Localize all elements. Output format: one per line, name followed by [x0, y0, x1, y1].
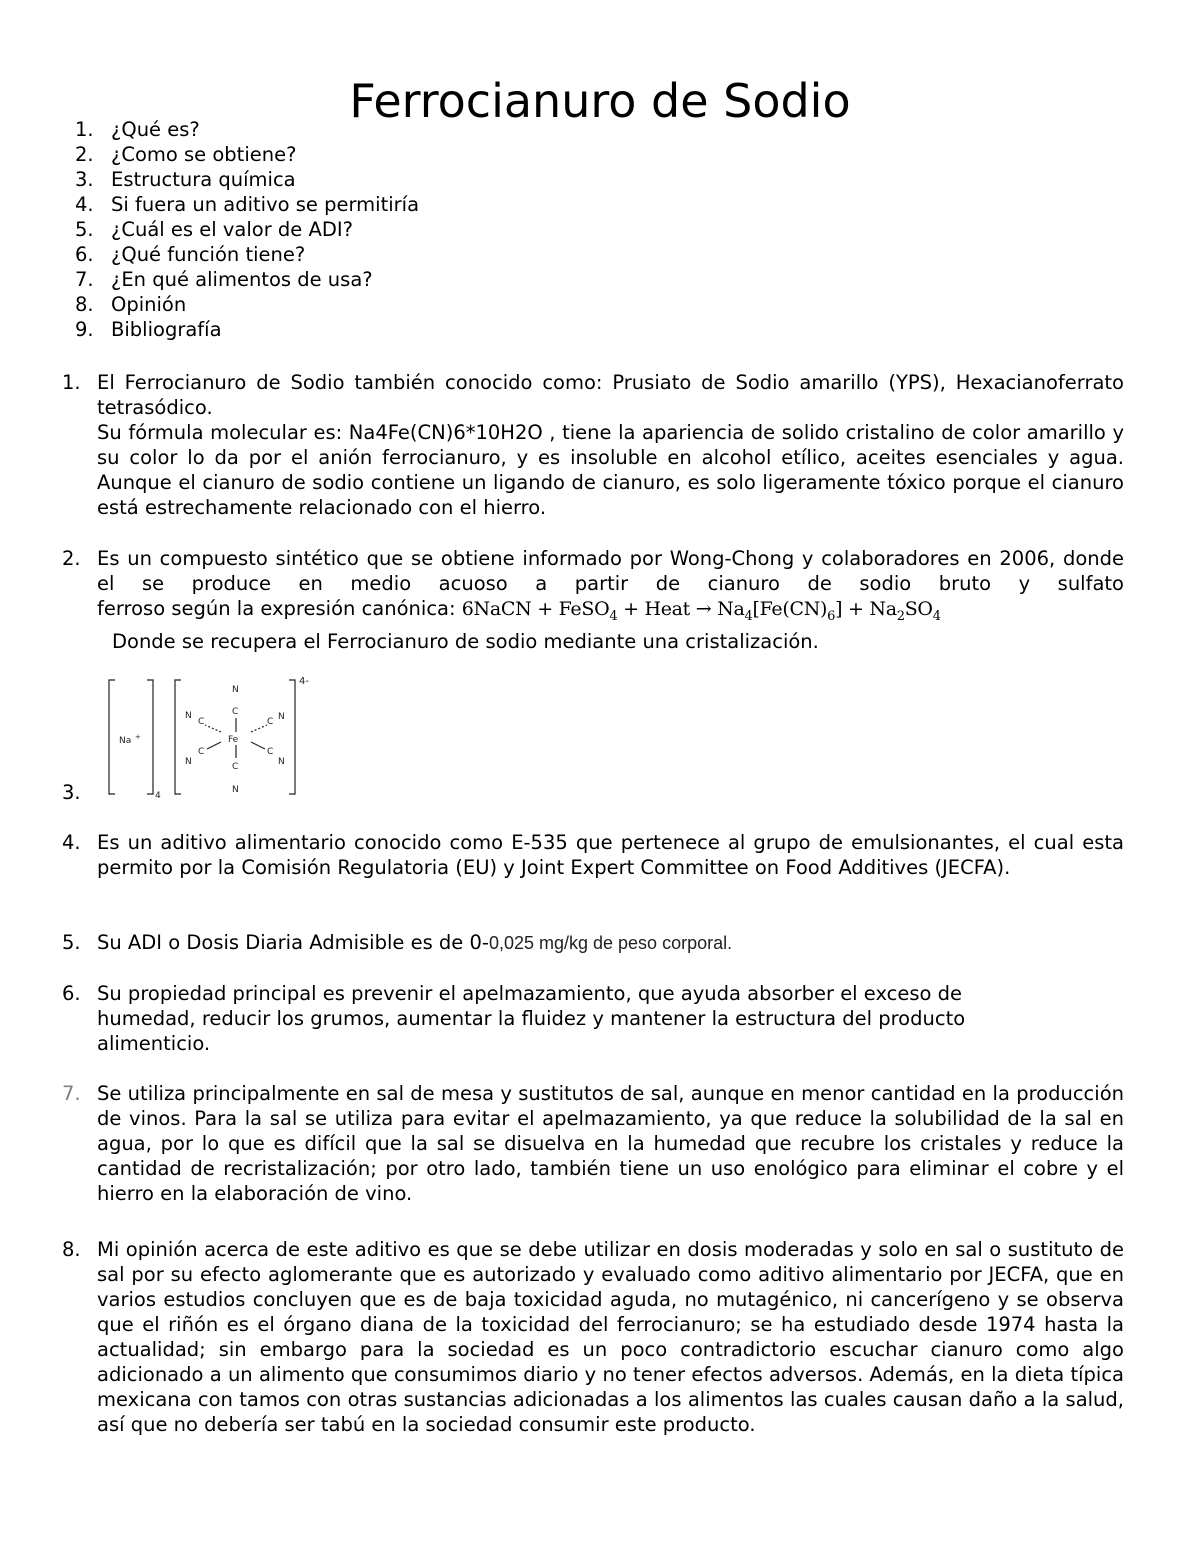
bond-lower-right	[251, 742, 265, 749]
toc-item: 6. ¿Qué función tiene?	[75, 243, 306, 266]
section-1: 1. El Ferrocianuro de Sodio también conocido como: Prusiato de Sodio amarillo (YPS), Hexacianoferrato tetrasódico. Su fórmula molecular es: Na4Fe(CN)6*10H2O , tiene la apariencia de solido cristalino de color amarillo y su color lo da por el anión ferrocianuro, y es insoluble en alcohol etílico, aceites esenciales y agua. Aunque el cianuro de sodio contiene un ligando de cianuro, es solo ligeramente tóxico porque el cianuro está estrechamente relacionado con el hierro.	[62, 371, 1124, 519]
cation-subscript: 4	[155, 791, 161, 800]
section-7: 7. Se utiliza principalmente en sal de mesa y sustitutos de sal, aunque en menor cantidad en la producción de vinos. Para la sal se utiliza para evitar el apelmazamiento, ya que reduce la solubilidad de la sal en agua, por lo que es difícil que la sal se disuelva en la humedad que recubre los cristales y reduce la cantidad de recristalización; por otro lado, también tiene un uso enológico para eliminar el cobre y el hierro en la elaboración de vino.	[62, 1082, 1124, 1205]
section-2-paragraph-1-end: ferroso según la expresión canónica:	[97, 597, 456, 620]
section-6-text: Su propiedad principal es prevenir el apelmazamiento, que ayuda absorber el exceso de humedad, reducir los grumos, aumentar la fluidez y mantener la estructura del producto alimenticio.	[97, 982, 966, 1055]
ligand-upper-right-n: N	[278, 712, 285, 722]
section-7-text: Se utiliza principalmente en sal de mesa y sustitutos de sal, aunque en menor cantidad en la producción de vinos. Para la sal se utiliza para evitar el apelmazamiento, ya que reduce la solubilidad de la sal en agua, por lo que es difícil que la sal se disuelva en la humedad que recubre los cristales y reduce la cantidad de recristalización; por otro lado, también tiene un uso enológico para eliminar el cobre y el hierro en la elaboración de vino.	[97, 1082, 1124, 1205]
ligand-upper-left-c: C	[198, 717, 205, 727]
adi-value: 0,025 mg/kg de peso corporal.	[488, 933, 733, 953]
metal-center: Fe	[228, 735, 239, 745]
section-1-paragraph-1: El Ferrocianuro de Sodio también conocido como: Prusiato de Sodio amarillo (YPS), Hexacianoferrato tetrasódico.	[97, 371, 1124, 419]
ligand-lower-left-n: N	[185, 757, 192, 767]
toc-item: 7. ¿En qué alimentos de usa?	[75, 268, 373, 291]
section-2-paragraph-1: Es un compuesto sintético que se obtiene informado por Wong-Chong y colaboradores en 2006, donde el se produce en medio acuoso a partir de cianuro de sodio bruto y sulfato	[97, 547, 1124, 595]
toc-item: 4. Si fuera un aditivo se permitiría	[75, 193, 420, 216]
cation-label: Na	[119, 736, 132, 746]
bond-lower-left	[207, 742, 221, 749]
cation-right-bracket	[147, 680, 153, 794]
bond-upper-right	[251, 725, 267, 732]
ferrocyanide-structure-diagram	[97, 672, 327, 800]
ligand-bottom-n: N	[232, 785, 239, 795]
section-1-paragraph-2: Su fórmula molecular es: Na4Fe(CN)6*10H2O , tiene la apariencia de solido cristalino de color amarillo y su color lo da por el anión ferrocianuro, y es insoluble en alcohol etílico, aceites esenciales y agua. Aunque el cianuro de sodio contiene un ligando de cianuro, es solo ligeramente tóxico porque el cianuro está estrechamente relacionado con el hierro.	[97, 421, 1124, 519]
table-of-contents	[75, 117, 419, 342]
anion-right-bracket	[289, 680, 295, 794]
section-5-text: Su ADI o Dosis Diaria Admisible es de 0-	[97, 931, 489, 954]
section-2-paragraph-2: Donde se recupera el Ferrocianuro de sodio mediante una cristalización.	[112, 629, 819, 653]
anion-left-bracket	[175, 680, 181, 794]
ligand-top-n: N	[232, 685, 239, 695]
section-6: 6. Su propiedad principal es prevenir el apelmazamiento, que ayuda absorber el exceso de humedad, reducir los grumos, aumentar la fluidez y mantener la estructura del producto alimenticio.	[62, 981, 1062, 1056]
cation-left-bracket	[109, 680, 115, 794]
toc-item: 3. Estructura química	[75, 168, 296, 191]
toc-item: 1. ¿Qué es?	[75, 118, 200, 141]
section-4-text: Es un aditivo alimentario conocido como E-535 que pertenece al grupo de emulsionantes, el cual esta permito por la Comisión Regulatoria (EU) y Joint Expert Committee on Food Additives (JECFA).	[97, 831, 1124, 879]
ligand-top-c: C	[232, 707, 239, 717]
toc-item: 8. Opinión	[75, 293, 187, 316]
toc-item: 2. ¿Como se obtiene?	[75, 143, 297, 166]
section-4: 4. Es un aditivo alimentario conocido como E-535 que pertenece al grupo de emulsionantes, el cual esta permito por la Comisión Regulatoria (EU) y Joint Expert Committee on Food Additives (JECFA).	[62, 831, 1124, 879]
section-8: 8. Mi opinión acerca de este aditivo es que se debe utilizar en dosis moderadas y solo en sal o sustituto de sal por su efecto aglomerante que es autorizado y evaluado como aditivo alimentario por JECFA, que en varios estudios concluyen que es de baja toxicidad aguda, no mutagénico, ni cancerígeno y se observa que el riñón es el órgano diana de la toxicidad del ferrocianuro; se ha estudiado desde 1974 hasta la actualidad; sin embargo para la sociedad es un poco contradictorio escuchar cianuro como algo adicionado a un alimento que consumimos diario y no tener efectos adversos. Además, en la dieta típica mexicana con tamos con otras sustancias adicionadas a los alimentos las cuales causan daño a la salud, así que no debería ser tabú en la sociedad consumir este producto.	[62, 1238, 1124, 1436]
chemical-equation: 6NaCN + FeSO$_4$ + Heat → $Na_4[Fe(CN)_6] + Na_2SO_4$	[461, 598, 941, 624]
section-8-text: Mi opinión acerca de este aditivo es que se debe utilizar en dosis moderadas y solo en sal o sustituto de sal por su efecto aglomerante que es autorizado y evaluado como aditivo alimentario por JECFA, que en varios estudios concluyen que es de baja toxicidad aguda, no mutagénico, ni cancerígeno y se observa que el riñón es el órgano diana de la toxicidad del ferrocianuro; se ha estudiado desde 1974 hasta la actualidad; sin embargo para la sociedad es un poco contradictorio escuchar cianuro como algo adicionado a un alimento que consumimos diario y no tener efectos adversos. Además, en la dieta típica mexicana con tamos con otras sustancias adicionadas a los alimentos las cuales causan daño a la salud, así que no debería ser tabú en la sociedad consumir este producto.	[97, 1238, 1124, 1436]
ligand-lower-right-c: C	[267, 747, 274, 757]
toc-item: 9. Bibliografía	[75, 318, 222, 341]
page-title: Ferrocianuro de Sodio	[349, 73, 851, 128]
ligand-lower-right-n: N	[278, 757, 285, 767]
document-page: Ferrocianuro de Sodio 1. ¿Qué es? 2. ¿Como se obtiene? 3. Estructura química 4. Si fuera un aditivo se permitiría 5. ¿Cuál es el valor de ADI? 6. ¿Qué función tiene? 7. ¿En qué alimentos de usa? 8. Opinión 9. Bibliografía 1. El Ferrocianuro de Sodio también conocido como: Prusiato de Sodio amarillo (YPS), Hexacianoferrato tetrasódico. Su fórmula molecular es: Na4Fe(CN)6*10H2O , tiene la apariencia de solido cristalino de color amarillo y su color lo da por el anión ferrocianuro, y es insoluble en alcohol etílico, aceites esenciales y agua. Aunque el cianuro de sodio contiene un ligando de cianuro, es solo ligeramente tóxico porque el cianuro está estrechamente relacionado con el hierro. 2. Es un compuesto sintético que se obtiene informado por Wong-Chong y colaboradores en 2006, donde el se produce en medio acuoso a partir de cianuro de sodio bruto y sulfato ferroso según la expresión canónica: 6NaCN + FeSO$_4$ + Heat → $Na_4[Fe(CN)_6] + Na_2SO_4$ Donde se recupera el Ferrocianuro de sodio mediante una cristalización. 3. 4- 4 Na + Fe N C C N N C C N C N C N 4. Es un aditivo alimentario conocido como E-535 que pertenece al grupo de emulsionantes, el cual esta permito por la Comisión Regulatoria (EU) y Joint Expert Committee on Food Additives (JECFA). 5. Su ADI o Dosis Diaria Admisible es de 0-0,025 mg/kg de peso corporal. 6. Su propiedad principal es prevenir el apelmazamiento, que ayuda absorber el exceso de humedad, reducir los grumos, aumentar la fluidez y mantener la estructura del producto alimenticio. 7. Se utiliza principalmente en sal de mesa y sustitutos de sal, aunque en menor cantidad en la producción de vinos. Para la sal se utiliza para evitar el apelmazamiento, ya que reduce la solubilidad de la sal en agua, por lo que es difícil que la sal se disuelva en la humedad que recubre los cristales y reduce la cantidad de recristalización; por otro lado, también tiene un uso enológico para eliminar el cobre y el hierro en la elaboración de vino. 8. Mi opinión acerca de este aditivo es que se debe utilizar en dosis moderadas y solo en sal o sustituto de sal por su efecto aglomerante que es autorizado y evaluado como aditivo alimentario por JECFA, que en varios estudios concluyen que es de baja toxicidad aguda, no mutagénico, ni cancerígeno y se observa que el riñón es el órgano diana de la toxicidad del ferrocianuro; se ha estudiado desde 1974 hasta la actualidad; sin embargo para la sociedad es un poco contradictorio escuchar cianuro como algo adicionado a un alimento que consumimos diario y no tener efectos adversos. Además, en la dieta típica mexicana con tamos con otras sustancias adicionadas a los alimentos las cuales causan daño a la salud, así que no debería ser tabú en la sociedad consumir este producto.	[0, 0, 1200, 1553]
cation-charge: +	[135, 733, 141, 741]
ligand-bottom-c: C	[232, 762, 239, 772]
section-5: 5. Su ADI o Dosis Diaria Admisible es de 0-0,025 mg/kg de peso corporal.	[62, 931, 733, 954]
ligand-upper-left-n: N	[185, 711, 192, 721]
ligand-upper-right-c: C	[267, 717, 274, 727]
ligand-lower-left-c: C	[198, 747, 205, 757]
bond-upper-left	[205, 725, 221, 732]
section-2: 2. Es un compuesto sintético que se obtiene informado por Wong-Chong y colaboradores en 2006, donde el se produce en medio acuoso a partir de cianuro de sodio bruto y sulfato ferroso según la expresión canónica: 6NaCN + FeSO$_4$ + Heat → $Na_4[Fe(CN)_6] + Na_2SO_4$ Donde se recupera el Ferrocianuro de sodio mediante una cristalización.	[62, 547, 1124, 653]
anion-charge: 4-	[299, 676, 309, 687]
toc-item: 5. ¿Cuál es el valor de ADI?	[75, 218, 353, 241]
